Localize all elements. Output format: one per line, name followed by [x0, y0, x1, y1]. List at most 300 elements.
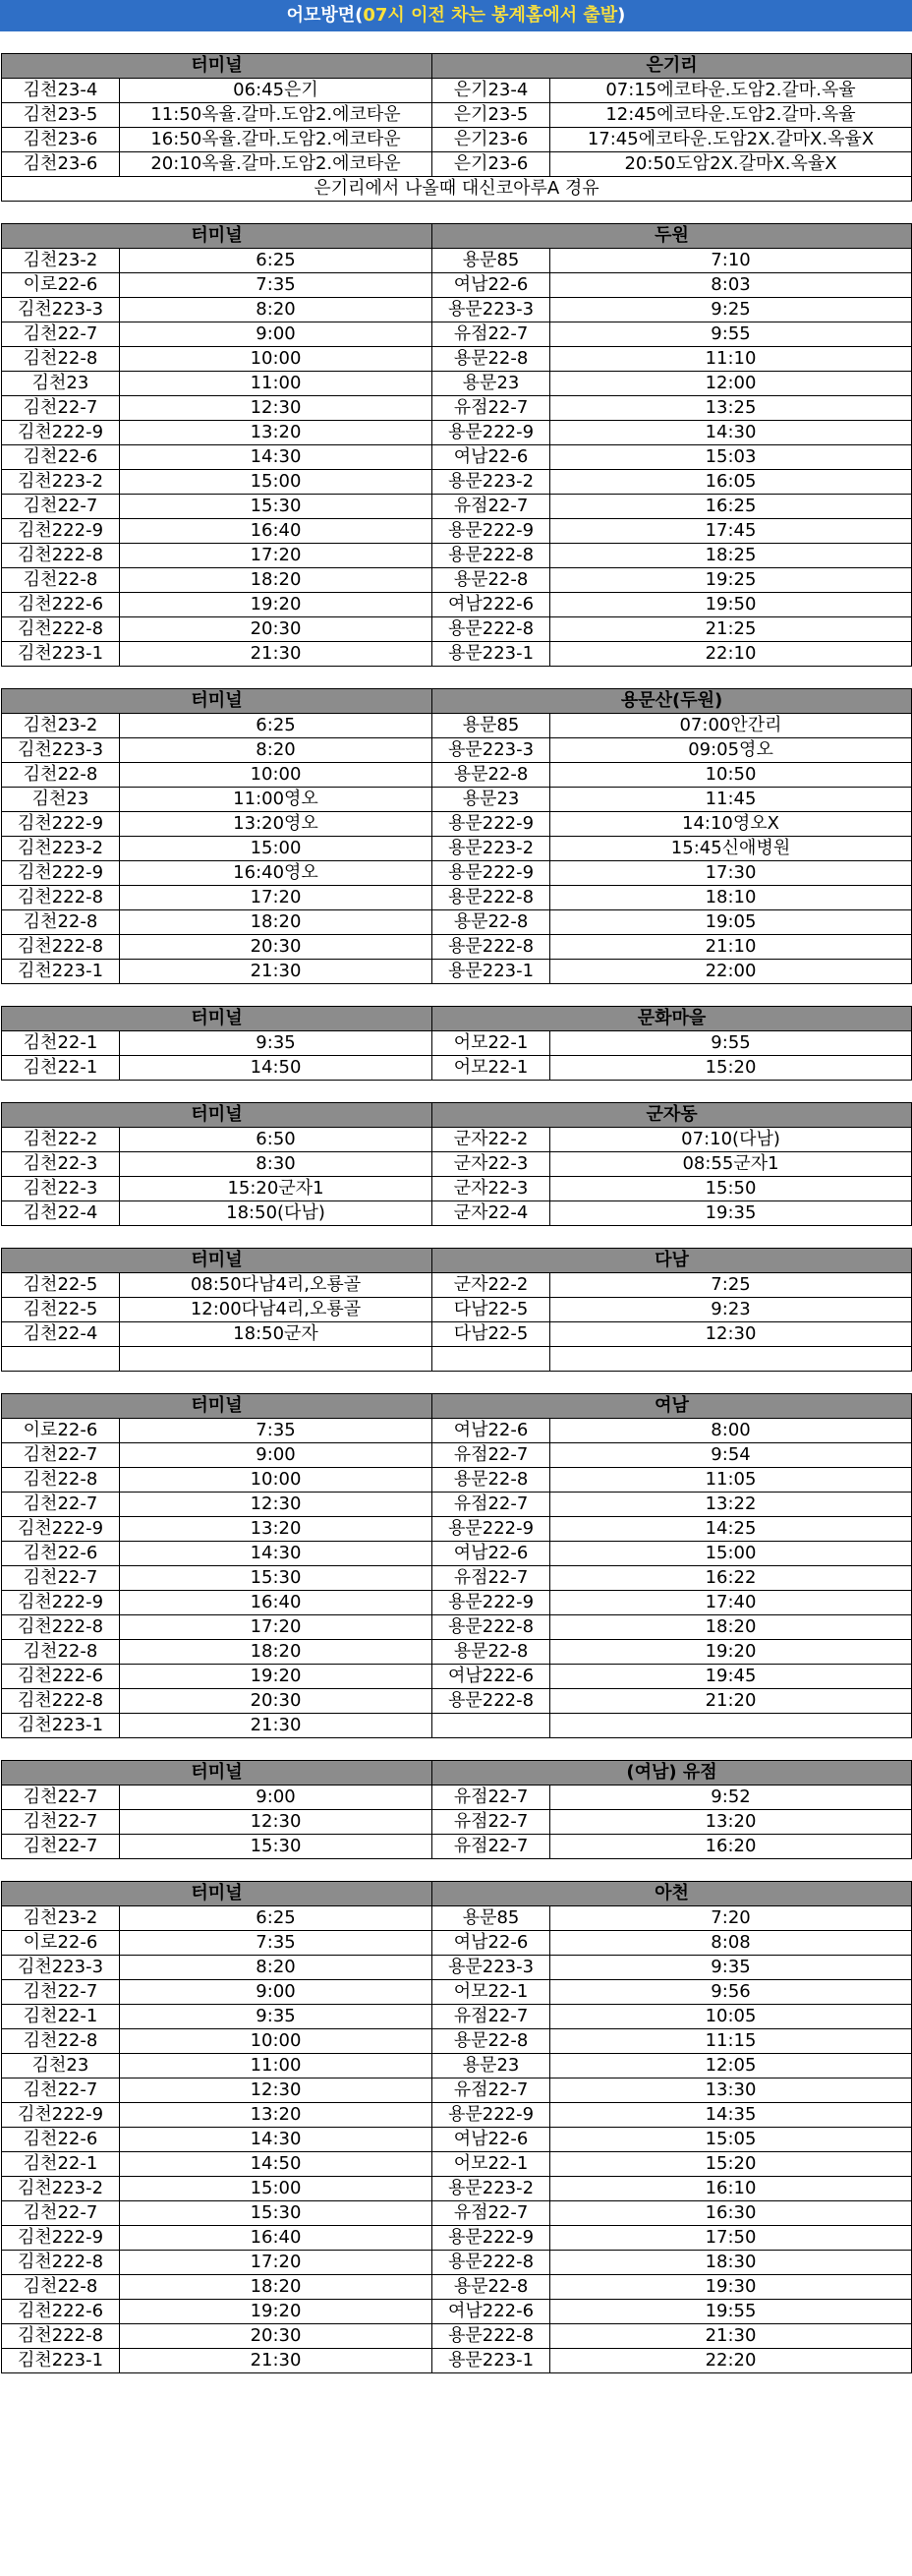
schedule-section — [0, 1102, 912, 1226]
route-out-cell: 김천22-8 — [2, 2275, 120, 2300]
route-back-cell: 용문22-8 — [432, 1468, 550, 1493]
time-out-cell: 20:30 — [120, 1689, 432, 1714]
route-out-cell: 김천222-9 — [2, 1591, 120, 1615]
table-row — [2, 2300, 912, 2324]
route-back-cell: 어모22-1 — [432, 1056, 550, 1081]
time-out-cell: 13:20 — [120, 1517, 432, 1542]
time-back-cell: 13:25 — [550, 396, 912, 421]
route-back-cell — [432, 1347, 550, 1372]
route-out-cell: 김천23 — [2, 788, 120, 812]
time-out-cell: 15:00 — [120, 2177, 432, 2201]
table-row — [2, 421, 912, 445]
schedule-table — [1, 223, 912, 667]
route-out-cell: 김천22-7 — [2, 1786, 120, 1810]
table-row — [2, 2201, 912, 2226]
table-row — [2, 103, 912, 128]
header-destination: 은기리 — [432, 54, 912, 79]
time-out-cell: 17:20 — [120, 2251, 432, 2275]
route-out-cell: 김천22-3 — [2, 1177, 120, 1201]
route-out-cell: 김천22-8 — [2, 1640, 120, 1665]
table-row — [2, 2324, 912, 2349]
time-out-cell: 18:20 — [120, 910, 432, 935]
route-back-cell: 용문22-8 — [432, 568, 550, 593]
table-row — [2, 714, 912, 738]
time-out-cell: 18:50(다남) — [120, 1201, 432, 1226]
route-out-cell: 김천22-8 — [2, 2029, 120, 2054]
table-row — [2, 1640, 912, 1665]
time-back-cell: 15:03 — [550, 445, 912, 470]
time-out-cell: 14:30 — [120, 1542, 432, 1566]
time-back-cell: 8:03 — [550, 273, 912, 298]
table-row — [2, 152, 912, 177]
time-back-cell: 22:20 — [550, 2349, 912, 2373]
time-back-cell: 16:25 — [550, 495, 912, 519]
time-back-cell: 7:10 — [550, 249, 912, 273]
time-back-cell: 11:10 — [550, 347, 912, 372]
route-out-cell: 김천22-5 — [2, 1273, 120, 1298]
route-back-cell: 유점22-7 — [432, 495, 550, 519]
time-back-cell: 9:25 — [550, 298, 912, 322]
route-out-cell: 김천223-3 — [2, 298, 120, 322]
time-back-cell: 07:00안간리 — [550, 714, 912, 738]
time-back-cell: 08:55군자1 — [550, 1152, 912, 1177]
route-back-cell: 용문222-8 — [432, 1689, 550, 1714]
table-row — [2, 1201, 912, 1226]
time-out-cell: 9:00 — [120, 1443, 432, 1468]
table-row — [2, 1298, 912, 1322]
route-out-cell: 이로22-6 — [2, 1931, 120, 1956]
time-out-cell: 06:45은기 — [120, 79, 432, 103]
time-back-cell: 18:20 — [550, 1615, 912, 1640]
route-out-cell: 김천23-2 — [2, 1906, 120, 1931]
time-out-cell: 12:00다남4리,오룡골 — [120, 1298, 432, 1322]
time-back-cell: 9:23 — [550, 1298, 912, 1322]
table-row — [2, 1542, 912, 1566]
table-row — [2, 2349, 912, 2373]
time-out-cell: 21:30 — [120, 960, 432, 984]
time-back-cell: 21:10 — [550, 935, 912, 960]
time-out-cell: 14:50 — [120, 1056, 432, 1081]
route-back-cell: 용문85 — [432, 1906, 550, 1931]
route-out-cell: 김천22-1 — [2, 1031, 120, 1056]
table-row — [2, 1665, 912, 1689]
time-back-cell — [550, 1347, 912, 1372]
time-back-cell: 18:30 — [550, 2251, 912, 2275]
table-row — [2, 1128, 912, 1152]
time-out-cell: 10:00 — [120, 763, 432, 788]
time-out-cell: 12:30 — [120, 2078, 432, 2103]
route-back-cell: 유점22-7 — [432, 322, 550, 347]
time-out-cell: 14:50 — [120, 2152, 432, 2177]
time-out-cell: 15:30 — [120, 2201, 432, 2226]
table-row — [2, 1810, 912, 1835]
time-out-cell: 20:30 — [120, 617, 432, 642]
table-header-row — [2, 1249, 912, 1273]
route-back-cell: 군자22-3 — [432, 1152, 550, 1177]
header-origin: 터미널 — [2, 1007, 432, 1031]
time-out-cell: 18:20 — [120, 1640, 432, 1665]
table-header-row — [2, 1761, 912, 1786]
route-back-cell: 유점22-7 — [432, 396, 550, 421]
schedule-section — [0, 1881, 912, 2373]
time-out-cell: 17:20 — [120, 886, 432, 910]
time-out-cell: 17:20 — [120, 1615, 432, 1640]
route-back-cell: 유점22-7 — [432, 1566, 550, 1591]
header-destination: 두원 — [432, 224, 912, 249]
route-out-cell: 김천23-6 — [2, 152, 120, 177]
schedule-section — [0, 688, 912, 984]
time-back-cell: 15:05 — [550, 2128, 912, 2152]
table-row — [2, 2251, 912, 2275]
table-row — [2, 1152, 912, 1177]
table-row — [2, 1615, 912, 1640]
route-back-cell: 여남222-6 — [432, 593, 550, 617]
route-out-cell: 김천22-4 — [2, 1322, 120, 1347]
table-row — [2, 861, 912, 886]
route-out-cell: 김천22-2 — [2, 1128, 120, 1152]
time-back-cell: 18:25 — [550, 544, 912, 568]
table-row — [2, 1931, 912, 1956]
time-back-cell: 22:10 — [550, 642, 912, 667]
schedule-table — [1, 53, 912, 202]
time-out-cell: 9:00 — [120, 1786, 432, 1810]
time-out-cell: 21:30 — [120, 2349, 432, 2373]
time-back-cell: 18:10 — [550, 886, 912, 910]
route-back-cell: 용문223-3 — [432, 1956, 550, 1980]
time-back-cell: 21:25 — [550, 617, 912, 642]
time-out-cell: 12:30 — [120, 1810, 432, 1835]
table-row — [2, 738, 912, 763]
time-out-cell: 21:30 — [120, 642, 432, 667]
table-row — [2, 642, 912, 667]
time-back-cell: 17:40 — [550, 1591, 912, 1615]
route-out-cell: 김천222-6 — [2, 593, 120, 617]
table-row — [2, 2275, 912, 2300]
time-back-cell: 12:45에코타운.도암2.갈마.옥율 — [550, 103, 912, 128]
table-row — [2, 298, 912, 322]
time-out-cell: 7:35 — [120, 1419, 432, 1443]
time-out-cell: 19:20 — [120, 1665, 432, 1689]
route-out-cell: 김천22-8 — [2, 347, 120, 372]
route-out-cell: 김천22-1 — [2, 2005, 120, 2029]
time-out-cell: 8:20 — [120, 738, 432, 763]
route-back-cell: 유점22-7 — [432, 1493, 550, 1517]
route-out-cell: 김천22-7 — [2, 1566, 120, 1591]
route-back-cell: 유점22-7 — [432, 1810, 550, 1835]
route-back-cell: 은기23-6 — [432, 128, 550, 152]
route-back-cell: 용문222-8 — [432, 617, 550, 642]
time-back-cell: 17:50 — [550, 2226, 912, 2251]
time-out-cell: 15:30 — [120, 1835, 432, 1859]
route-out-cell: 김천22-7 — [2, 396, 120, 421]
time-out-cell: 13:20 — [120, 2103, 432, 2128]
route-back-cell — [432, 1714, 550, 1738]
table-row — [2, 1714, 912, 1738]
table-row — [2, 1031, 912, 1056]
schedule-section — [0, 1006, 912, 1081]
route-back-cell: 여남22-6 — [432, 1931, 550, 1956]
time-back-cell: 11:45 — [550, 788, 912, 812]
table-row — [2, 1956, 912, 1980]
table-header-row — [2, 1882, 912, 1906]
route-out-cell: 김천22-7 — [2, 1835, 120, 1859]
header-destination: 여남 — [432, 1394, 912, 1419]
route-out-cell: 김천23 — [2, 2054, 120, 2078]
table-row — [2, 812, 912, 837]
schedule-table — [1, 1760, 912, 1859]
route-back-cell: 유점22-7 — [432, 1443, 550, 1468]
route-out-cell: 김천222-8 — [2, 2251, 120, 2275]
route-out-cell: 김천222-6 — [2, 2300, 120, 2324]
time-out-cell: 08:50다남4리,오룡골 — [120, 1273, 432, 1298]
time-back-cell: 16:22 — [550, 1566, 912, 1591]
route-out-cell: 김천22-7 — [2, 1443, 120, 1468]
time-out-cell: 19:20 — [120, 2300, 432, 2324]
time-out-cell: 16:40 — [120, 519, 432, 544]
route-out-cell: 김천22-4 — [2, 1201, 120, 1226]
table-row — [2, 935, 912, 960]
route-back-cell: 용문223-1 — [432, 960, 550, 984]
route-back-cell: 용문22-8 — [432, 347, 550, 372]
route-back-cell: 용문23 — [432, 2054, 550, 2078]
route-out-cell: 김천22-8 — [2, 763, 120, 788]
time-back-cell: 19:55 — [550, 2300, 912, 2324]
route-out-cell: 김천22-1 — [2, 1056, 120, 1081]
time-back-cell: 07:10(다남) — [550, 1128, 912, 1152]
route-back-cell: 은기23-4 — [432, 79, 550, 103]
schedule-table — [1, 1248, 912, 1372]
table-header-row — [2, 224, 912, 249]
route-back-cell: 여남22-6 — [432, 445, 550, 470]
time-out-cell: 15:00 — [120, 837, 432, 861]
time-back-cell: 9:54 — [550, 1443, 912, 1468]
time-out-cell: 11:00 — [120, 372, 432, 396]
table-row — [2, 1980, 912, 2005]
route-back-cell: 여남22-6 — [432, 2128, 550, 2152]
route-out-cell: 김천22-7 — [2, 1493, 120, 1517]
time-out-cell: 13:20영오 — [120, 812, 432, 837]
time-back-cell: 17:30 — [550, 861, 912, 886]
time-back-cell: 14:10영오X — [550, 812, 912, 837]
table-row — [2, 1517, 912, 1542]
table-row — [2, 788, 912, 812]
table-row — [2, 1835, 912, 1859]
route-back-cell: 용문22-8 — [432, 763, 550, 788]
time-back-cell: 07:15에코타운.도암2.갈마.옥율 — [550, 79, 912, 103]
header-origin: 터미널 — [2, 1103, 432, 1128]
time-back-cell: 14:25 — [550, 1517, 912, 1542]
route-back-cell: 용문22-8 — [432, 910, 550, 935]
time-out-cell: 10:00 — [120, 1468, 432, 1493]
time-back-cell: 19:05 — [550, 910, 912, 935]
route-back-cell: 군자22-4 — [432, 1201, 550, 1226]
route-out-cell: 김천223-2 — [2, 837, 120, 861]
note-cell: 은기리에서 나올때 대신코아루A 경유 — [2, 177, 912, 202]
route-back-cell: 용문222-9 — [432, 519, 550, 544]
route-back-cell: 여남22-6 — [432, 1542, 550, 1566]
table-header-row — [2, 54, 912, 79]
route-back-cell: 다남22-5 — [432, 1322, 550, 1347]
route-back-cell: 용문222-9 — [432, 1591, 550, 1615]
time-out-cell: 14:30 — [120, 2128, 432, 2152]
page-title — [0, 0, 912, 31]
time-out-cell: 20:30 — [120, 935, 432, 960]
route-back-cell: 용문222-8 — [432, 886, 550, 910]
schedule-table — [1, 1393, 912, 1738]
route-back-cell: 여남22-6 — [432, 273, 550, 298]
time-out-cell: 15:20군자1 — [120, 1177, 432, 1201]
table-row — [2, 886, 912, 910]
table-row — [2, 1566, 912, 1591]
route-back-cell: 어모22-1 — [432, 1980, 550, 2005]
time-back-cell: 16:20 — [550, 1835, 912, 1859]
route-back-cell: 용문222-9 — [432, 861, 550, 886]
table-row — [2, 2078, 912, 2103]
header-destination: 문화마을 — [432, 1007, 912, 1031]
table-row — [2, 470, 912, 495]
route-back-cell: 용문22-8 — [432, 2029, 550, 2054]
route-out-cell: 이로22-6 — [2, 273, 120, 298]
table-row — [2, 347, 912, 372]
table-row — [2, 1347, 912, 1372]
table-row — [2, 960, 912, 984]
time-back-cell: 9:52 — [550, 1786, 912, 1810]
time-out-cell: 16:40 — [120, 2226, 432, 2251]
title-highlight: 07시 이전 차는 봉계홈에서 출발 — [363, 5, 618, 26]
route-back-cell: 용문22-8 — [432, 2275, 550, 2300]
route-out-cell: 김천223-1 — [2, 642, 120, 667]
table-header-row — [2, 1103, 912, 1128]
route-out-cell: 김천222-9 — [2, 1517, 120, 1542]
time-back-cell: 19:20 — [550, 1640, 912, 1665]
time-back-cell: 19:45 — [550, 1665, 912, 1689]
table-row — [2, 568, 912, 593]
table-row — [2, 322, 912, 347]
route-back-cell: 용문222-9 — [432, 812, 550, 837]
table-row — [2, 2103, 912, 2128]
route-out-cell: 김천222-8 — [2, 1689, 120, 1714]
table-row — [2, 2128, 912, 2152]
route-out-cell: 김천23-6 — [2, 128, 120, 152]
time-out-cell: 11:00영오 — [120, 788, 432, 812]
route-back-cell: 유점22-7 — [432, 1835, 550, 1859]
time-out-cell: 18:20 — [120, 2275, 432, 2300]
table-row — [2, 544, 912, 568]
time-back-cell: 11:05 — [550, 1468, 912, 1493]
route-out-cell: 김천22-8 — [2, 1468, 120, 1493]
table-row — [2, 593, 912, 617]
route-out-cell: 김천222-8 — [2, 544, 120, 568]
route-back-cell: 용문222-9 — [432, 2103, 550, 2128]
table-header-row — [2, 689, 912, 714]
route-back-cell: 유점22-7 — [432, 2201, 550, 2226]
time-back-cell: 9:35 — [550, 1956, 912, 1980]
route-out-cell — [2, 1347, 120, 1372]
route-out-cell: 김천22-7 — [2, 2201, 120, 2226]
time-back-cell: 19:25 — [550, 568, 912, 593]
time-back-cell: 7:25 — [550, 1273, 912, 1298]
time-out-cell: 12:30 — [120, 1493, 432, 1517]
time-out-cell: 8:30 — [120, 1152, 432, 1177]
route-out-cell: 김천23 — [2, 372, 120, 396]
schedule-table — [1, 1881, 912, 2373]
table-row — [2, 1322, 912, 1347]
time-back-cell: 17:45에코타운.도암2X.갈마X.옥율X — [550, 128, 912, 152]
time-back-cell: 19:50 — [550, 593, 912, 617]
time-out-cell: 13:20 — [120, 421, 432, 445]
route-back-cell: 용문223-1 — [432, 2349, 550, 2373]
schedule-section — [0, 1760, 912, 1859]
time-out-cell: 10:00 — [120, 2029, 432, 2054]
time-back-cell: 21:30 — [550, 2324, 912, 2349]
route-out-cell: 김천223-3 — [2, 738, 120, 763]
schedule-table — [1, 1006, 912, 1081]
time-back-cell: 13:30 — [550, 2078, 912, 2103]
time-back-cell: 20:50도암2X.갈마X.옥율X — [550, 152, 912, 177]
route-back-cell: 어모22-1 — [432, 1031, 550, 1056]
header-destination: 다남 — [432, 1249, 912, 1273]
route-out-cell: 김천222-8 — [2, 1615, 120, 1640]
route-back-cell: 용문223-3 — [432, 738, 550, 763]
route-out-cell: 김천222-9 — [2, 812, 120, 837]
time-back-cell: 15:20 — [550, 2152, 912, 2177]
route-back-cell: 유점22-7 — [432, 2078, 550, 2103]
route-out-cell: 김천223-3 — [2, 1956, 120, 1980]
header-origin: 터미널 — [2, 1249, 432, 1273]
time-out-cell — [120, 1347, 432, 1372]
schedule-section — [0, 223, 912, 667]
time-back-cell: 15:45신애병원 — [550, 837, 912, 861]
time-out-cell: 14:30 — [120, 445, 432, 470]
table-row — [2, 1273, 912, 1298]
time-out-cell: 9:00 — [120, 1980, 432, 2005]
schedule-sections — [0, 53, 912, 2373]
time-back-cell: 9:55 — [550, 1031, 912, 1056]
route-out-cell: 김천22-1 — [2, 2152, 120, 2177]
schedule-section — [0, 1393, 912, 1738]
route-back-cell: 용문23 — [432, 372, 550, 396]
header-origin: 터미널 — [2, 689, 432, 714]
route-back-cell: 은기23-6 — [432, 152, 550, 177]
table-row — [2, 128, 912, 152]
route-out-cell: 김천222-9 — [2, 519, 120, 544]
route-out-cell: 김천222-9 — [2, 2103, 120, 2128]
route-out-cell: 김천22-6 — [2, 445, 120, 470]
route-back-cell: 용문222-9 — [432, 2226, 550, 2251]
route-back-cell: 유점22-7 — [432, 2005, 550, 2029]
route-out-cell: 김천223-1 — [2, 1714, 120, 1738]
table-row — [2, 1443, 912, 1468]
table-row — [2, 2054, 912, 2078]
route-back-cell: 용문223-1 — [432, 642, 550, 667]
header-origin: 터미널 — [2, 1882, 432, 1906]
time-back-cell: 15:00 — [550, 1542, 912, 1566]
table-row — [2, 445, 912, 470]
route-back-cell: 군자22-2 — [432, 1273, 550, 1298]
route-back-cell: 용문222-9 — [432, 421, 550, 445]
route-out-cell: 김천222-8 — [2, 886, 120, 910]
time-back-cell: 19:30 — [550, 2275, 912, 2300]
time-back-cell: 8:08 — [550, 1931, 912, 1956]
route-out-cell: 김천222-6 — [2, 1665, 120, 1689]
schedule-table — [1, 1102, 912, 1226]
route-out-cell: 김천222-8 — [2, 2324, 120, 2349]
time-back-cell — [550, 1714, 912, 1738]
route-out-cell: 김천23-2 — [2, 714, 120, 738]
time-out-cell: 6:25 — [120, 249, 432, 273]
time-back-cell: 15:20 — [550, 1056, 912, 1081]
route-out-cell: 김천22-8 — [2, 910, 120, 935]
